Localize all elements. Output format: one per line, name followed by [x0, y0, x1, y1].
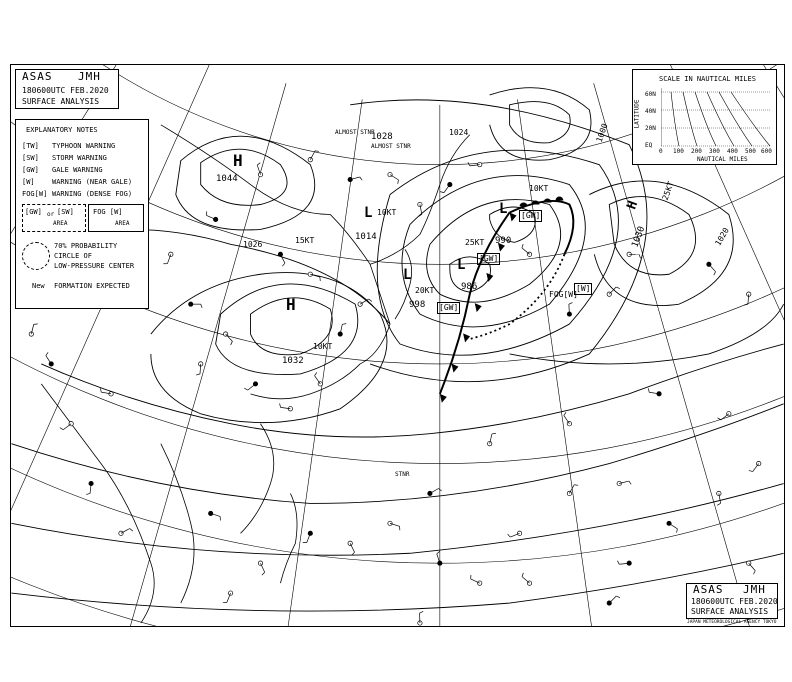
legend-code-gw: [GW] — [22, 166, 39, 174]
wind-barb-feather — [522, 244, 523, 248]
wind-barb-feather — [522, 573, 523, 577]
wind-barb-feather — [244, 388, 247, 390]
coastline — [161, 125, 390, 324]
annotation-stnr-3: STNR — [395, 471, 410, 478]
warning-gw-1: [GW] — [479, 254, 499, 263]
speed-label-7: 25KT — [660, 180, 676, 202]
legend-title: EXPLANATORY NOTES — [26, 126, 98, 134]
wind-barb — [350, 543, 354, 552]
wind-barb-feather — [34, 324, 38, 325]
station-marker — [348, 541, 352, 545]
wind-barb-feather — [648, 388, 649, 392]
wind-barb-feather — [46, 352, 48, 355]
low-center-4: L — [364, 205, 374, 221]
footer-asas: ASAS — [693, 583, 724, 596]
station-marker — [388, 172, 392, 176]
wind-barb-feather — [677, 529, 678, 533]
isobar-line — [490, 88, 591, 161]
legend-fog-label: FOG [W] — [93, 208, 123, 216]
meridian-line — [518, 99, 607, 626]
cold-front-triangle — [475, 303, 482, 312]
wind-barb-feather — [616, 287, 620, 289]
legend-new-text: FORMATION EXPECTED — [54, 282, 130, 290]
isobar-label-1026: 1026 — [243, 240, 263, 249]
wind-barb-feather — [257, 163, 260, 166]
wind-barb — [522, 248, 530, 254]
pressure-label-1044: 1044 — [216, 174, 238, 184]
speed-label-3: 10KT — [313, 342, 333, 351]
wind-barb — [226, 334, 233, 341]
scale-xtick-400: 400 — [727, 148, 738, 155]
wind-barb-feather — [714, 272, 716, 276]
header-jmh: JMH — [78, 70, 101, 83]
pressure-label-986: 986 — [461, 282, 478, 292]
coastline — [280, 493, 297, 583]
wind-barb-feather — [440, 192, 444, 193]
wind-barb-feather — [231, 341, 233, 345]
occluded-front — [510, 201, 574, 254]
high-center-2: H — [286, 295, 297, 314]
wind-barb-feather — [262, 572, 265, 575]
legend-prob-3: LOW-PRESSURE CENTER — [54, 262, 135, 270]
legend-text-gw: GALE WARNING — [52, 166, 103, 174]
wind-barb-feather — [753, 571, 755, 575]
wind-barb-feather — [369, 299, 372, 301]
wind-barb-feather — [617, 561, 619, 565]
isobar-line — [609, 197, 695, 275]
scale-title: SCALE IN NAUTICAL MILES — [659, 75, 756, 83]
scale-xtick-200: 200 — [691, 148, 702, 155]
legend-code-fog: FOG[W] — [22, 190, 48, 198]
wind-barb-feather — [616, 596, 620, 598]
legend-code-w: [W] — [22, 178, 35, 186]
scale-xtick-0: 0 — [659, 148, 663, 155]
station-marker — [428, 491, 432, 495]
footer-title: SURFACE ANALYSIS — [691, 607, 769, 616]
isobar-line — [176, 136, 315, 230]
wind-barb-feather — [717, 503, 720, 505]
annotation-stnr-1: ALMOST STNR — [335, 129, 375, 136]
legend-new-label: New — [32, 282, 45, 290]
wind-barb-feather — [196, 374, 200, 375]
isobar-line — [201, 149, 287, 205]
scale-ytick-40: 40N — [645, 108, 656, 115]
pressure-label-1014: 1014 — [355, 232, 377, 242]
wind-barb-feather — [86, 493, 90, 494]
scale-ytick-eq: EQ — [645, 142, 653, 149]
wind-barb-feather — [360, 177, 362, 180]
speed-label-1: 15KT — [295, 236, 315, 245]
cold-front-triangle — [463, 333, 470, 342]
legend-code-sw: [SW] — [22, 154, 39, 162]
high-center-1: H — [233, 151, 244, 170]
wind-barb-feather — [574, 485, 578, 486]
pressure-label-1028: 1028 — [371, 132, 393, 142]
wind-barb — [248, 384, 256, 390]
wind-barb-feather — [749, 470, 753, 471]
wind-barb-feather — [130, 528, 133, 531]
wind-barb — [315, 376, 321, 384]
legend-text-w: WARNING (NEAR GALE) — [52, 178, 133, 186]
wind-barb-feather — [564, 412, 566, 415]
pressure-label-998: 998 — [409, 300, 426, 310]
wind-barb-feather — [718, 418, 721, 420]
wind-barb — [63, 424, 71, 430]
warm-front-semicircle — [555, 197, 563, 201]
wind-barb — [430, 488, 439, 493]
wind-barb — [121, 528, 130, 533]
scale-xlabel: NAUTICAL MILES — [697, 156, 748, 163]
low-center-1: L — [499, 201, 509, 217]
footer-datetime: 180600UTC FEB.2020 — [691, 597, 778, 606]
low-center-3: L — [403, 267, 413, 283]
wind-barb-feather — [315, 372, 317, 375]
speed-label-4: 10KT — [529, 184, 549, 193]
isobar-line — [11, 484, 783, 556]
pressure-label-990: 990 — [495, 236, 512, 246]
header-title: SURFACE ANALYSIS — [22, 97, 100, 106]
scale-xtick-600: 600 — [761, 148, 772, 155]
high-center-4: H — [624, 198, 642, 212]
probability-circle-icon — [22, 242, 50, 270]
header-datetime: 180600UTC FEB.2020 — [22, 86, 109, 95]
isobar-line — [151, 273, 387, 423]
scale-curves — [661, 88, 771, 148]
header-asas: ASAS — [22, 70, 53, 83]
weather-map — [10, 64, 785, 627]
cold-front-triangle — [451, 364, 458, 373]
wind-barb-feather — [280, 404, 281, 408]
wind-barb — [390, 175, 398, 180]
wind-barb-feather — [437, 551, 440, 554]
wind-barb-feather — [639, 254, 640, 258]
wind-barb-feather — [420, 611, 424, 613]
wind-barb-feather — [569, 303, 573, 305]
isobar-line — [11, 404, 783, 504]
wind-barb — [522, 577, 530, 584]
cold-front-triangle — [440, 394, 447, 403]
warm-front-semicircle — [520, 203, 528, 207]
speed-label-2: 10KT — [377, 208, 397, 217]
footer-agency: JAPAN METEOROLOGICAL AGENCY TOKYO — [687, 620, 777, 625]
scale-xtick-100: 100 — [673, 148, 684, 155]
coastline — [241, 424, 274, 534]
legend-area-sw: [SW] — [57, 208, 74, 216]
coastline — [251, 324, 391, 399]
legend-area-box — [22, 204, 86, 232]
wind-barb-feather — [508, 534, 511, 537]
isobar-label-1024: 1024 — [449, 128, 469, 137]
annotation-stnr-2: ALMOST STNR — [371, 143, 411, 150]
pressure-label-1030: 1030 — [630, 225, 648, 249]
legend-fog-box — [88, 204, 144, 232]
wind-barb-feather — [629, 481, 631, 484]
wind-barb — [444, 185, 450, 193]
legend-code-tw: [TW] — [22, 142, 39, 150]
footer-jmh: JMH — [743, 583, 766, 596]
wind-barb — [609, 596, 616, 603]
scale-ytick-60: 60N — [645, 91, 656, 98]
station-marker — [358, 302, 362, 306]
legend-area-gw: [GW] — [25, 208, 42, 216]
legend-fog-area: AREA — [115, 220, 130, 227]
warning-gw-3: [GW] — [521, 211, 541, 220]
legend-panel — [15, 119, 149, 309]
isobar-label-1020: 1020 — [713, 226, 731, 248]
station-marker — [388, 521, 392, 525]
wind-barb-feather — [398, 180, 399, 184]
low-center-2: L — [457, 257, 467, 273]
speed-label-6: 25KT — [465, 238, 485, 247]
wind-barb-feather — [201, 304, 202, 308]
isobar-label-1000: 1000 — [594, 122, 610, 144]
wind-barb-feather — [60, 428, 63, 430]
speed-label-5: 20KT — [415, 286, 435, 295]
wind-barb — [753, 464, 759, 472]
scale-panel — [632, 69, 777, 165]
wind-barb-feather — [342, 324, 346, 325]
wind-barb-feather — [492, 433, 496, 434]
warm-front-semicircle — [543, 199, 551, 203]
wind-barb — [669, 523, 677, 528]
wind-barb — [749, 563, 756, 571]
wind-barb — [564, 415, 570, 423]
wind-barb — [46, 356, 51, 364]
station-marker — [258, 561, 262, 565]
legend-text-fog: WARNING (DENSE FOG) — [52, 190, 133, 198]
wind-barb-feather — [100, 388, 101, 392]
legend-text-sw: STORM WARNING — [52, 154, 107, 162]
legend-prob-1: 70% PROBABILITY — [54, 242, 118, 250]
warning-gw-2: [GW] — [439, 303, 459, 312]
legend-prob-2: CIRCLE OF — [54, 252, 92, 260]
warning-w-1: [W] — [576, 284, 591, 293]
legend-area-word: AREA — [53, 220, 68, 227]
isobar-line — [11, 553, 783, 611]
warning-fog: FOG[W] — [549, 290, 578, 299]
coastline — [161, 444, 194, 603]
wind-barb — [721, 414, 729, 420]
scale-xtick-300: 300 — [709, 148, 720, 155]
cold-front-triangle — [510, 212, 517, 221]
wind-barb — [709, 264, 716, 271]
station-marker — [278, 252, 282, 256]
legend-text-tw: TYPHOON WARNING — [52, 142, 116, 150]
pressure-label-1032: 1032 — [282, 356, 304, 366]
legend-area-or: or — [47, 211, 55, 218]
footer-panel — [686, 583, 778, 619]
station-marker — [258, 172, 262, 176]
scale-ylabel: LATITUDE — [633, 99, 641, 129]
scale-ytick-20: 20N — [645, 125, 656, 132]
coastline — [41, 384, 154, 623]
wind-barb — [310, 151, 315, 160]
wind-barb — [280, 254, 285, 263]
scale-xtick-500: 500 — [745, 148, 756, 155]
station-marker — [348, 177, 352, 181]
header-panel — [15, 69, 119, 109]
wind-barb-feather — [282, 263, 285, 266]
